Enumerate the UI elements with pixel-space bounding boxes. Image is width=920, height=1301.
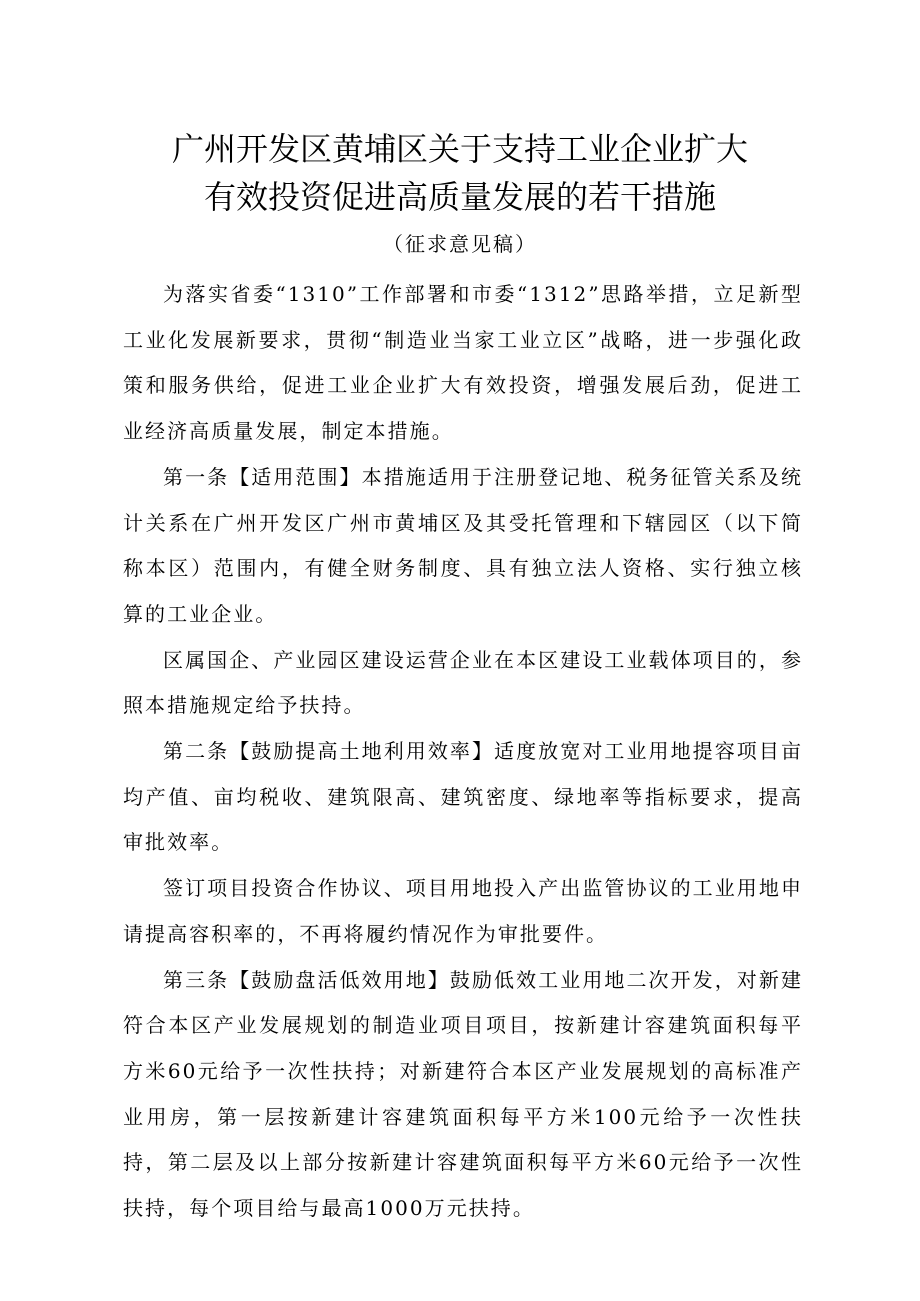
intro-paragraph: 为落实省委“1310”工作部署和市委“1312”思路举措，立足新型工业化发展新要求，贯彻“制造业当家工业立区”战略，进一步强化政策和服务供给，促进工业企业扩大有效投资，增强发展后劲，促进工业经济高质量发展，制定本措施。 (123, 282, 803, 444)
article-1-supplement-paragraph: 区属国企、产业园区建设运营企业在本区建设工业载体项目的，参照本措施规定给予扶持。 (123, 647, 803, 718)
document-title-line-2: 有效投资促进高质量发展的若干措施 (203, 178, 716, 216)
article-2-supplement-paragraph: 签订项目投资合作协议、项目用地投入产出监管协议的工业用地申请提高容积率的，不再将履约情况作为审批要件。 (123, 876, 803, 946)
document-title-line-1: 广州开发区黄埔区关于支持工业企业扩大 (171, 130, 748, 168)
article-3-paragraph: 第三条【鼓励盘活低效用地】鼓励低效工业用地二次开发，对新建符合本区产业发展规划的制造业项目项目，按新建计容建筑面积每平方米60元给予一次性扶持；对新建符合本区产业发展规划的高标准产业用房，第一层按新建计容建筑面积每平方米100元给予一次性扶持，第二层及以上部分按新建计容建筑面积每平方米60元给予一次性扶持，每个项目给与最高1000万元扶持。 (123, 967, 803, 1221)
article-2-paragraph: 第二条【鼓励提高土地利用效率】适度放宽对工业用地提容项目亩均产值、亩均税收、建筑限高、建筑密度、绿地率等指标要求，提高审批效率。 (123, 739, 803, 855)
article-1-paragraph: 第一条【适用范围】本措施适用于注册登记地、税务征管关系及统计关系在广州开发区广州市黄埔区及其受托管理和下辖园区（以下简称本区）范围内，有健全财务制度、具有独立法人资格、实行独立核算的工业企业。 (123, 464, 803, 626)
document-subtitle: （征求意见稿） (383, 232, 537, 256)
document-body (123, 272, 803, 1232)
